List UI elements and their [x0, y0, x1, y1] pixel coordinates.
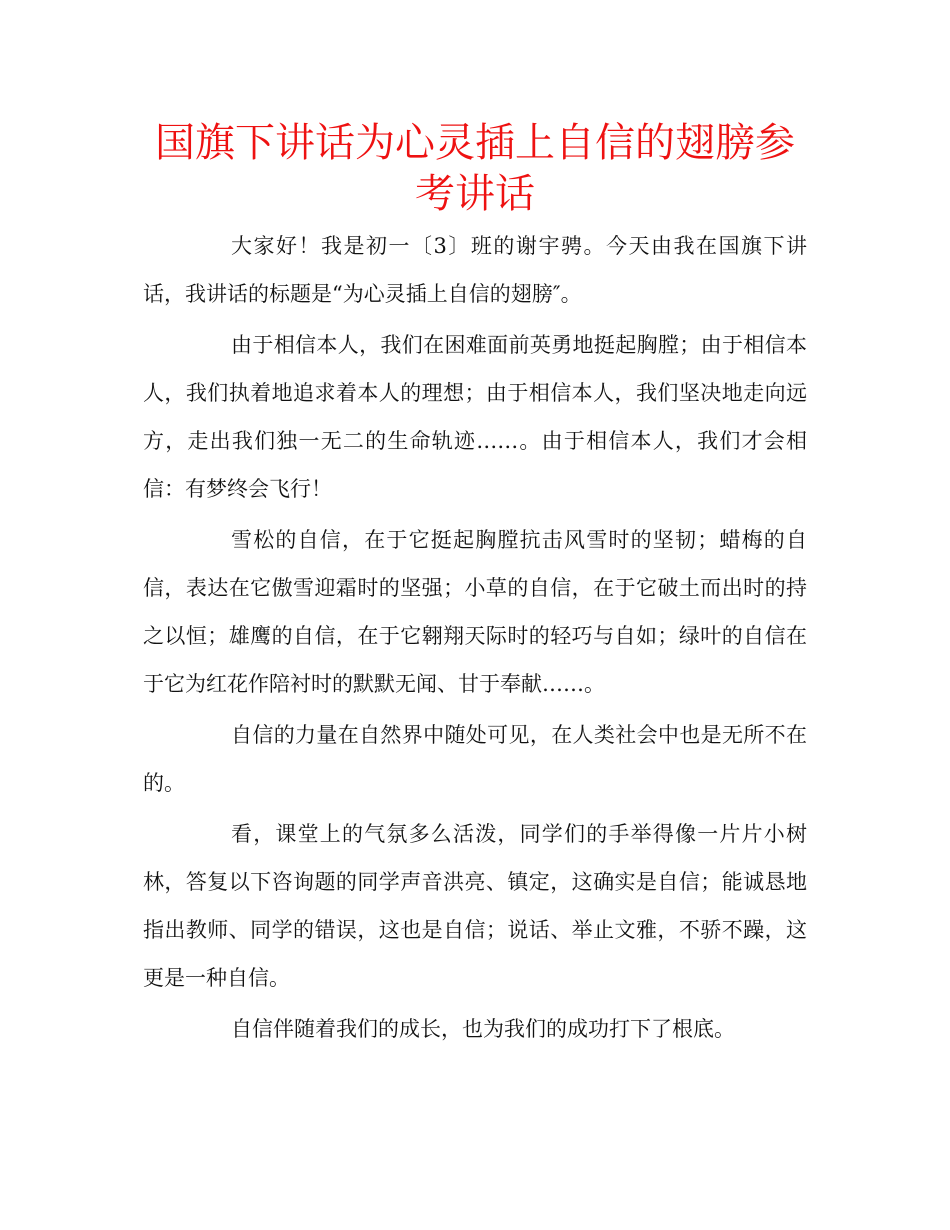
paragraph-power-of-confidence: 自信的力量在自然界中随处可见，在人类社会中也是无所不在的。 — [143, 723, 807, 795]
paragraph-classroom: 看，课堂上的气氛多么活泼，同学们的手举得像一片片小树林，答复以下咨询题的同学声音洪亮、镇定，这确实是自信；能诚恳地指出教师、同学的错误，这也是自信；说话、举止文雅，不骄不躁，这更是一种自信。 — [143, 822, 807, 990]
document-body — [143, 222, 807, 1056]
document-title: 国旗下讲话为心灵插上自信的翅膀参考讲话 — [155, 120, 795, 217]
paragraph-greeting: 大家好！我是初一〔3〕班的谢宇骋。今天由我在国旗下讲话，我讲话的标题是“为心灵插上自信的翅膀″。 — [143, 234, 807, 306]
paragraph-growth: 自信伴随着我们的成长，也为我们的成功打下了根底。 — [231, 1017, 735, 1041]
paragraph-nature-examples: 雪松的自信，在于它挺起胸膛抗击风雪时的坚韧；蜡梅的自信，表达在它傲雪迎霜时的坚强；小草的自信，在于它破土而出时的持之以恒；雄鹰的自信，在于它翱翔天际时的轻巧与自如；绿叶的自信在于它为红花作陪衬时的默默无闻、甘于奉献……。 — [143, 528, 807, 696]
paragraph-believe-self: 由于相信本人，我们在困难面前英勇地挺起胸膛；由于相信本人，我们执着地追求着本人的理想；由于相信本人，我们坚决地走向远方，走出我们独一无二的生命轨迹……。由于相信本人，我们才会相信：有梦终会飞行！ — [143, 333, 807, 501]
